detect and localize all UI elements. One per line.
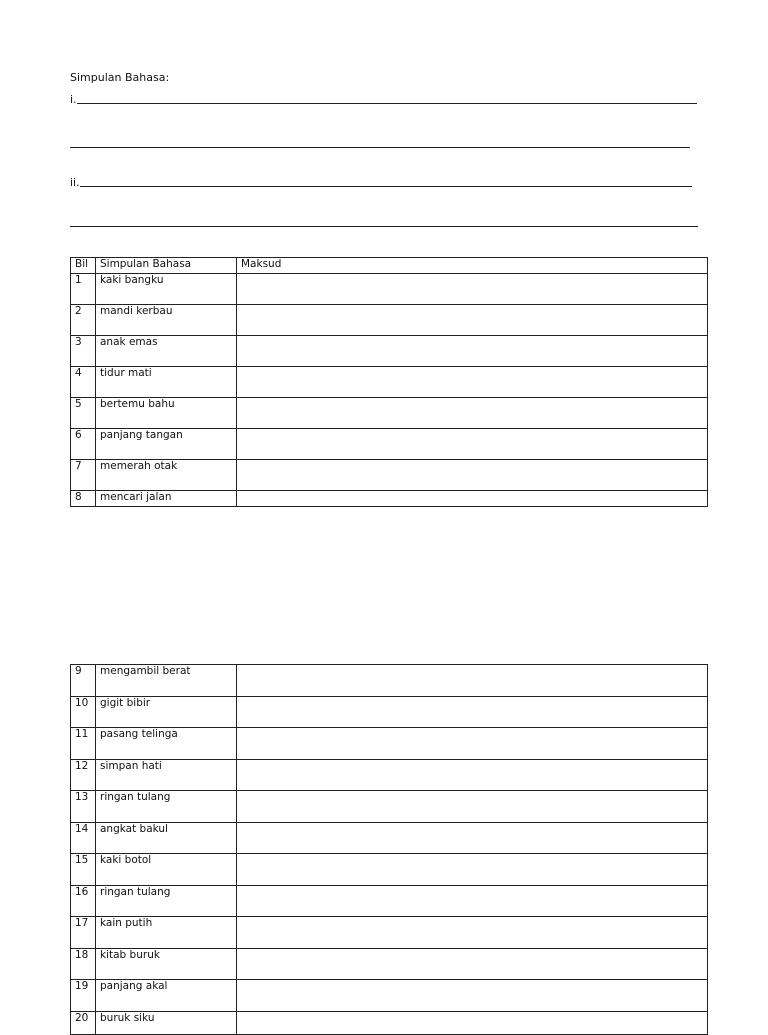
maksud-answer-cell[interactable]: [237, 696, 708, 728]
answer-line-ii-continued[interactable]: [70, 215, 698, 229]
header-simpulan-bahasa: Simpulan Bahasa: [96, 258, 237, 274]
bil-cell: 5: [71, 398, 96, 429]
maksud-answer-cell[interactable]: [237, 367, 708, 398]
simpulan-cell: panjang tangan: [96, 429, 237, 460]
simpulan-cell: kitab buruk: [96, 948, 237, 980]
maksud-answer-cell[interactable]: [237, 917, 708, 949]
simpulan-cell: gigit bibir: [96, 696, 237, 728]
answer-line-label: i.: [70, 93, 77, 106]
bil-cell: 8: [71, 491, 96, 507]
maksud-answer-cell[interactable]: [237, 398, 708, 429]
idiom-table-2: [70, 664, 708, 1035]
simpulan-cell: kaki botol: [96, 854, 237, 886]
table-row: [71, 791, 708, 823]
maksud-answer-cell[interactable]: [237, 822, 708, 854]
table-row: [71, 980, 708, 1012]
maksud-answer-cell[interactable]: [237, 491, 708, 507]
answer-line-rule: [70, 146, 690, 148]
bil-cell: 2: [71, 305, 96, 336]
bil-cell: 3: [71, 336, 96, 367]
maksud-answer-cell[interactable]: [237, 460, 708, 491]
bil-cell: 9: [71, 665, 96, 697]
table-row: [71, 367, 708, 398]
bil-cell: 20: [71, 1011, 96, 1034]
bil-cell: 4: [71, 367, 96, 398]
table-row: [71, 429, 708, 460]
table-row: [71, 885, 708, 917]
table-row: [71, 1011, 708, 1034]
simpulan-cell: memerah otak: [96, 460, 237, 491]
simpulan-cell: mencari jalan: [96, 491, 237, 507]
answer-line-i[interactable]: [70, 92, 697, 106]
simpulan-cell: kaki bangku: [96, 274, 237, 305]
maksud-answer-cell[interactable]: [237, 665, 708, 697]
maksud-answer-cell[interactable]: [237, 948, 708, 980]
worksheet-heading: Simpulan Bahasa:: [70, 71, 170, 84]
maksud-answer-cell[interactable]: [237, 1011, 708, 1034]
bil-cell: 16: [71, 885, 96, 917]
table-row: [71, 491, 708, 507]
simpulan-cell: simpan hati: [96, 759, 237, 791]
bil-cell: 6: [71, 429, 96, 460]
idiom-table-1: [70, 257, 708, 507]
table-row: [71, 274, 708, 305]
simpulan-cell: bertemu bahu: [96, 398, 237, 429]
maksud-answer-cell[interactable]: [237, 854, 708, 886]
maksud-answer-cell[interactable]: [237, 885, 708, 917]
bil-cell: 18: [71, 948, 96, 980]
bil-cell: 17: [71, 917, 96, 949]
answer-line-rule: [70, 225, 698, 227]
simpulan-cell: tidur mati: [96, 367, 237, 398]
simpulan-cell: ringan tulang: [96, 885, 237, 917]
header-bil: Bil: [71, 258, 96, 274]
simpulan-cell: mandi kerbau: [96, 305, 237, 336]
maksud-answer-cell[interactable]: [237, 336, 708, 367]
table-row: [71, 665, 708, 697]
table-row: [71, 696, 708, 728]
simpulan-cell: panjang akal: [96, 980, 237, 1012]
maksud-answer-cell[interactable]: [237, 274, 708, 305]
table-row: [71, 460, 708, 491]
bil-cell: 13: [71, 791, 96, 823]
header-maksud: Maksud: [237, 258, 708, 274]
table-row: [71, 759, 708, 791]
bil-cell: 10: [71, 696, 96, 728]
maksud-answer-cell[interactable]: [237, 759, 708, 791]
table-row: [71, 728, 708, 760]
bil-cell: 12: [71, 759, 96, 791]
answer-line-rule: [80, 185, 692, 187]
answer-line-rule: [77, 102, 697, 104]
table-row: [71, 854, 708, 886]
bil-cell: 15: [71, 854, 96, 886]
bil-cell: 14: [71, 822, 96, 854]
maksud-answer-cell[interactable]: [237, 791, 708, 823]
answer-line-ii[interactable]: [70, 175, 692, 189]
bil-cell: 1: [71, 274, 96, 305]
answer-line-label: ii.: [70, 176, 80, 189]
bil-cell: 19: [71, 980, 96, 1012]
maksud-answer-cell[interactable]: [237, 980, 708, 1012]
table-row: [71, 917, 708, 949]
simpulan-cell: kain putih: [96, 917, 237, 949]
maksud-answer-cell[interactable]: [237, 429, 708, 460]
table-row: [71, 336, 708, 367]
simpulan-cell: angkat bakul: [96, 822, 237, 854]
bil-cell: 11: [71, 728, 96, 760]
bil-cell: 7: [71, 460, 96, 491]
simpulan-cell: ringan tulang: [96, 791, 237, 823]
simpulan-cell: pasang telinga: [96, 728, 237, 760]
answer-line-i-continued[interactable]: [70, 136, 690, 150]
table-header-row: [71, 258, 708, 274]
simpulan-cell: anak emas: [96, 336, 237, 367]
table-row: [71, 948, 708, 980]
table-row: [71, 822, 708, 854]
simpulan-cell: mengambil berat: [96, 665, 237, 697]
maksud-answer-cell[interactable]: [237, 305, 708, 336]
table-row: [71, 305, 708, 336]
table-row: [71, 398, 708, 429]
simpulan-cell: buruk siku: [96, 1011, 237, 1034]
maksud-answer-cell[interactable]: [237, 728, 708, 760]
